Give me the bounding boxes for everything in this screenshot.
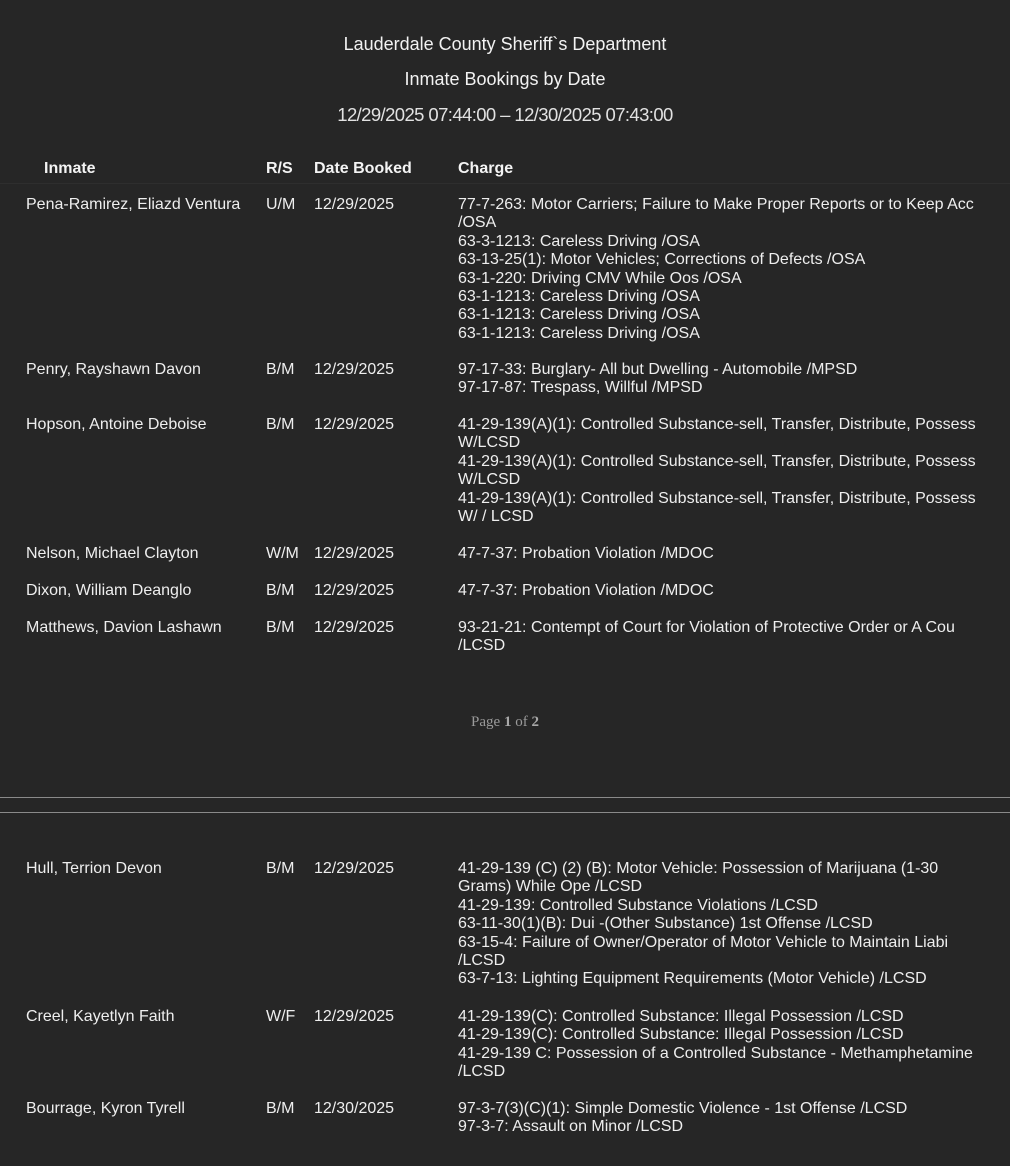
charge-line: 63-13-25(1): Motor Vehicles; Corrections of Defects /OSA: [458, 251, 866, 269]
race-sex: W/F: [266, 1008, 296, 1025]
column-header-charge: Charge: [458, 160, 514, 177]
charge-list: [458, 1008, 993, 1082]
date-booked: 12/29/2025: [314, 545, 395, 562]
charge-line: 63-11-30(1)(B): Dui -(Other Substance) 1st Offense /LCSD: [458, 915, 873, 933]
date-booked: 12/30/2025: [314, 1100, 395, 1117]
charge-line: 47-7-37: Probation Violation /MDOC: [458, 545, 714, 562]
inmate-name: Nelson, Michael Clayton: [26, 545, 199, 562]
column-header-inmate: Inmate: [44, 160, 96, 177]
total-pages: 2: [531, 714, 539, 730]
race-sex: B/M: [266, 1100, 295, 1117]
agency-name: Lauderdale County Sheriff`s Department: [343, 34, 667, 54]
charge-line: 63-3-1213: Careless Driving /OSA: [458, 232, 700, 250]
charge-list: [458, 196, 993, 343]
race-sex: B/M: [266, 860, 295, 877]
inmate-name: Hull, Terrion Devon: [26, 860, 162, 877]
charge-list: [458, 619, 993, 656]
charge-line: 41-29-139(A)(1): Controlled Substance-sell, Transfer, Distribute, Possess W/LCSD: [458, 452, 976, 489]
charge-line: 41-29-139 (C) (2) (B): Motor Vehicle: Possession of Marijuana (1-30 Grams) While Ope /LCSD: [458, 860, 939, 896]
charge-line: 47-7-37: Probation Violation /MDOC: [458, 582, 714, 599]
race-sex: B/M: [266, 619, 295, 636]
inmate-name: Matthews, Davion Lashawn: [26, 619, 222, 636]
date-booked: 12/29/2025: [314, 361, 395, 378]
charge-line: 97-17-33: Burglary- All but Dwelling - Automobile /MPSD: [458, 361, 858, 378]
page-number: [0, 714, 1010, 731]
date-booked: 12/29/2025: [314, 582, 395, 599]
charge-line: 63-1-1213: Careless Driving /OSA: [458, 324, 700, 342]
date-booked: 12/29/2025: [314, 860, 395, 877]
report-title: Inmate Bookings by Date: [404, 69, 606, 89]
charge-list: [458, 1100, 993, 1137]
charge-line: 93-21-21: Contempt of Court for Violation of Protective Order or A Cou /LCSD: [458, 619, 955, 655]
charge-line: 63-15-4: Failure of Owner/Operator of Motor Vehicle to Maintain Liabi /LCSD: [458, 933, 949, 970]
charge-line: 63-1-1213: Careless Driving /OSA: [458, 306, 700, 324]
charge-list: [458, 361, 993, 398]
charge-line: 41-29-139(C): Controlled Substance: Illegal Possession /LCSD: [458, 1008, 904, 1025]
charge-line: 77-7-263: Motor Carriers; Failure to Make Proper Reports or to Keep Acc /OSA: [458, 196, 974, 232]
current-page: 1: [503, 714, 512, 730]
inmate-name: Hopson, Antoine Deboise: [26, 416, 207, 433]
race-sex: B/M: [266, 416, 295, 433]
charge-line: 41-29-139: Controlled Substance Violations /LCSD: [458, 896, 818, 914]
inmate-name: Creel, Kayetlyn Faith: [26, 1008, 175, 1025]
date-booked: 12/29/2025: [314, 619, 395, 636]
page-break-line: [0, 812, 1010, 813]
charge-list: [458, 860, 993, 989]
charge-list: [458, 582, 993, 600]
charge-line: 63-1-1213: Careless Driving /OSA: [458, 288, 700, 306]
race-sex: W/M: [266, 545, 299, 562]
race-sex: B/M: [266, 361, 295, 378]
date-booked: 12/29/2025: [314, 196, 395, 213]
charge-line: 41-29-139 C: Possession of a Controlled Substance - Methamphetamine /LCSD: [458, 1044, 973, 1081]
inmate-name: Dixon, William Deanglo: [26, 582, 192, 599]
page-word: Page: [471, 714, 501, 730]
race-sex: B/M: [266, 582, 295, 599]
charge-line: 97-3-7(3)(C)(1): Simple Domestic Violence - 1st Offense /LCSD: [458, 1100, 908, 1117]
header-divider: [0, 183, 1010, 184]
charge-line: 63-7-13: Lighting Equipment Requirements (Motor Vehicle) /LCSD: [458, 970, 927, 988]
column-header-date-booked: Date Booked: [314, 160, 412, 177]
inmate-name: Bourrage, Kyron Tyrell: [26, 1100, 185, 1117]
charge-line: 41-29-139(C): Controlled Substance: Illegal Possession /LCSD: [458, 1026, 904, 1044]
page-break-line: [0, 797, 1010, 798]
date-range: 12/29/2025 07:44:00 – 12/30/2025 07:43:00: [337, 104, 673, 125]
charge-list: [458, 416, 993, 526]
charge-list: [458, 545, 993, 563]
inmate-name: Pena-Ramirez, Eliazd Ventura: [26, 196, 241, 213]
column-header-rs: R/S: [266, 160, 293, 177]
race-sex: U/M: [266, 196, 296, 213]
charge-line: 41-29-139(A)(1): Controlled Substance-sell, Transfer, Distribute, Possess W/LCSD: [458, 416, 976, 452]
of-word: of: [515, 714, 528, 730]
date-booked: 12/29/2025: [314, 416, 395, 433]
charge-line: 97-17-87: Trespass, Willful /MPSD: [458, 379, 703, 397]
charge-line: 41-29-139(A)(1): Controlled Substance-sell, Transfer, Distribute, Possess W/ / LCSD: [458, 489, 976, 526]
inmate-name: Penry, Rayshawn Davon: [26, 361, 201, 378]
charge-line: 97-3-7: Assault on Minor /LCSD: [458, 1118, 683, 1136]
date-booked: 12/29/2025: [314, 1008, 395, 1025]
charge-line: 63-1-220: Driving CMV While Oos /OSA: [458, 269, 742, 287]
